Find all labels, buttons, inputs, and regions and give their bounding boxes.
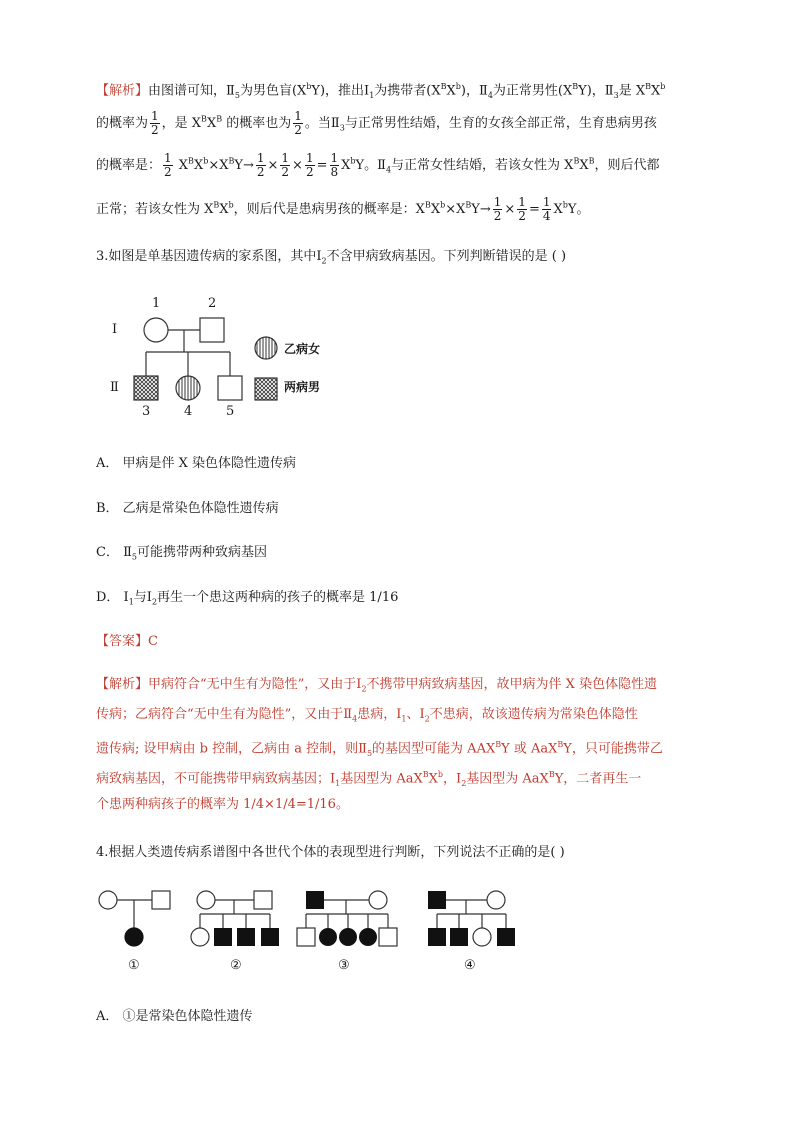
q4-option-a: A． ①是常染色体隐性遗传	[96, 1009, 253, 1024]
q3-I2-male	[200, 318, 224, 342]
q3-gen-II: Ⅱ	[110, 380, 119, 395]
q3-option-a: A． 甲病是伴 X 染色体隐性遗传病	[96, 456, 297, 471]
q4-pedigree-1	[99, 891, 170, 946]
q4-pedigree-3	[297, 891, 397, 946]
analysis1-line3: 的概率是： $\frac{1}{2}$ $X^BX^b\times X^BY\to$ $\frac{1}{2}$ × $\frac{1}{2}$ × $\frac{1}{2}$ = $\frac{1}{8}$ $X^bY$。$Ⅱ_4$与正常女性结婚，若该女性为 $X^BX^B$，则后代都	[96, 151, 660, 179]
q3-analysis-line2: 传病；乙病符合“无中生有为隐性”，又由于$Ⅱ_4$患病，$Ⅰ_1$、$Ⅰ_2$不患病，故该遗传病为常染色体隐性	[96, 707, 638, 724]
q3-legend-female-symbol	[255, 337, 277, 359]
q3-I1-female	[144, 318, 168, 342]
q3-label-4: 4	[184, 404, 193, 419]
q3-label-3: 3	[142, 404, 151, 419]
q3-legend-male-symbol	[255, 378, 277, 400]
q3-option-b: B． 乙病是常染色体隐性遗传病	[96, 501, 279, 516]
q3-answer: 【答案】C	[96, 634, 158, 649]
q4-stem: 4.根据人类遗传病系谱图中各世代个体的表现型进行判断，下列说法不正确的是( )	[96, 845, 565, 860]
analysis1-line4: 正常；若该女性为 $X^BX^b$，则后代是患病男孩的概率是：$X^BX^b\times X^BY\to$ $\frac{1}{2}$ × $\frac{1}{2}$ = $\frac{1}{4}$ $X^bY$。	[96, 195, 590, 223]
q3-legend-female-text: 乙病女	[284, 342, 321, 356]
q3-stem: 3.如图是单基因遗传病的家系图，其中$Ⅰ_2$不含甲病致病基因。下列判断错误的是 ( )	[96, 249, 567, 266]
q3-II4-female-yi	[176, 376, 200, 400]
q3-label-2: 2	[208, 296, 217, 311]
q4-label-1: ①	[128, 958, 140, 973]
q3-analysis-line3: 遗传病; 设甲病由 b 控制，乙病由 a 控制，则$Ⅱ_5$的基因型可能为 $AAX^BY$ 或 AaX$^B$Y，只可能携带乙	[96, 740, 663, 758]
analysis-tag: 【解析】	[96, 83, 149, 99]
q4-pedigree-4	[428, 891, 515, 946]
q3-analysis-line1: 【解析】甲病符合“无中生有为隐性”，又由于$Ⅰ_2$不携带甲病致病基因，故甲病为伴 X 染色体隐性遗	[96, 677, 658, 694]
q3-option-c: C． $Ⅱ_5$可能携带两种致病基因	[96, 545, 268, 562]
q3-II5-male	[218, 376, 242, 400]
analysis1-line2: 的概率为 $\frac{1}{2}$ ，是 $X^BX^B$ 的概率也为 $\frac{1}{2}$ 。当$Ⅱ_3$与正常男性结婚，生育的女孩全部正常，生育患病男孩	[96, 109, 657, 137]
q3-analysis-line4: 病致病基因，不可能携带甲病致病基因；$Ⅰ_1$基因型为 $AaX^BX^b$，$Ⅰ_2$基因型为 AaX$^B$Y，二者再生一	[96, 770, 642, 788]
analysis1-line1: 【解析】由图谱可知，$Ⅱ_5$为男色盲$(X^bY)$，推出$Ⅰ_1$为携带者$(X^BX^b)$，$Ⅱ_4$为正常男性$(X^BY)$，$Ⅱ_3$是 $X^BX^b$	[96, 82, 666, 100]
q3-gen-I: Ⅰ	[112, 322, 118, 337]
q4-pedigrees	[92, 884, 532, 954]
q3-option-d: D． $Ⅰ_1$与$Ⅰ_2$再生一个患这两种病的孩子的概率是 1/16	[96, 590, 399, 607]
q3-label-1: 1	[152, 296, 161, 311]
q4-pedigree-2	[191, 891, 279, 946]
q4-label-2: ②	[230, 958, 242, 973]
q3-analysis-line5: 个患两种病孩子的概率为 1/4×1/4=1/16。	[96, 797, 349, 812]
q3-II3-male-both	[134, 376, 158, 400]
q3-legend-male-text: 两病男	[284, 380, 321, 394]
q4-label-4: ④	[464, 958, 476, 973]
q4-label-3: ③	[338, 958, 350, 973]
q3-label-5: 5	[226, 404, 235, 419]
